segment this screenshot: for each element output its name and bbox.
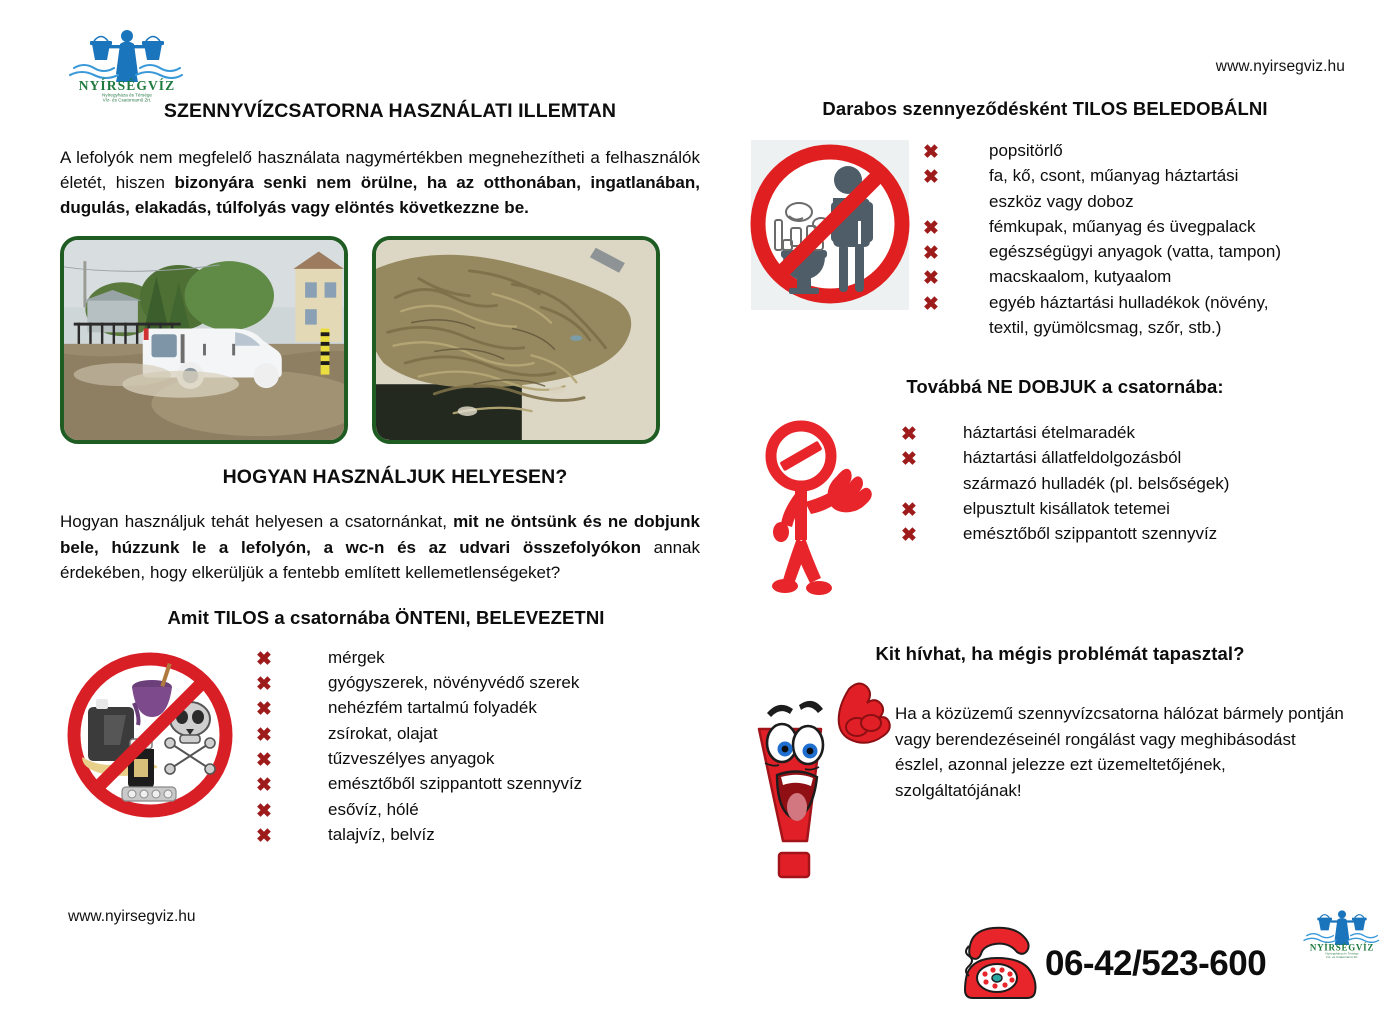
x-icon: ✖ (901, 449, 917, 471)
red-stop-figure (745, 418, 895, 603)
intro-text-bold: bizonyára senki nem örülne, ha az otthonában, ingatlanában, dugulás, elakadás, túlfolyás vagy elöntés következzne be. (60, 173, 700, 218)
x-icon: ✖ (256, 750, 272, 771)
left-main-title: SZENNYVÍZCSATORNA HASZNÁLATI ILLEMTAN (163, 100, 617, 122)
list-item (901, 422, 1229, 447)
further-prohibited-list (901, 416, 1229, 548)
forbidden-pour-title: Amit TILOS a csatornába ÖNTENI, BELEVEZETNI (167, 606, 605, 628)
footer-website-url[interactable]: www.nyirsegviz.hu (68, 908, 196, 925)
howto-text-part2: annak érdekében, hogy elkerüljük a fentebb említett kellemetlenségeket? (60, 537, 700, 582)
who-to-call-title: Kit hívhat, ha mégis problémát tapasztal? (875, 643, 1245, 665)
x-icon-placeholder (901, 473, 963, 498)
list-item (901, 498, 1229, 523)
chemical-prohibition-sign (60, 645, 240, 830)
howto-text-bold: mit ne öntsünk és ne dobjunk bele, húzzunk le a lefolyón, a wc-n és az udvari összefolyókon (60, 512, 700, 557)
logo-wordmark-bottom: NYÍRSÉGVÍZ (1309, 942, 1375, 953)
x-icon: ✖ (923, 217, 939, 239)
list-item (923, 140, 1281, 165)
howto-text-part1: Hogyan használjuk tehát helyesen a csatornánkat, (60, 512, 454, 532)
list-item-label: talajvíz, belvíz (328, 824, 435, 844)
exclamation-face-icon (745, 671, 895, 891)
intro-paragraph (60, 145, 700, 220)
list-item-continuation (923, 191, 1281, 216)
x-icon: ✖ (256, 775, 272, 797)
list-item-label: fémkupak, műanyag és üvegpalack (989, 216, 1256, 236)
wipe-blockage-image (376, 240, 656, 440)
red-rotary-phone-icon (955, 916, 1051, 1012)
x-icon: ✖ (256, 724, 272, 746)
logo-subtitle-2-bottom: Víz- és Csatornamű Zrt. (1325, 954, 1359, 959)
list-item-label: eszköz vagy doboz (989, 191, 1134, 211)
x-icon-placeholder (923, 317, 989, 342)
company-logo-bottom (1292, 905, 1392, 975)
x-icon: ✖ (901, 499, 917, 521)
further-prohibited-block (745, 416, 1345, 603)
no-dumping-toilet-sign (745, 136, 915, 319)
page-header (0, 0, 1400, 100)
howto-title: HOGYAN HASZNÁLJUK HELYESEN? (222, 466, 568, 489)
list-item (923, 292, 1281, 317)
stop-stickman-icon (745, 418, 895, 598)
exclamation-mascot (745, 671, 895, 896)
x-icon: ✖ (923, 268, 939, 290)
list-item-label: mérgek (328, 647, 385, 667)
x-icon: ✖ (901, 424, 917, 446)
list-item (256, 748, 582, 773)
howto-paragraph (60, 509, 700, 584)
list-item (923, 216, 1281, 241)
logo-subtitle-2: Víz- és Csatornamű Zrt. (102, 97, 152, 102)
x-icon: ✖ (923, 167, 939, 189)
throw-prohibited-block (745, 134, 1345, 342)
list-item-label: macskaalom, kutyaalom (989, 267, 1172, 287)
list-item-label: egészségügyi anyagok (vatta, tampon) (989, 242, 1282, 262)
intro-text-normal: A lefolyók nem megfelelő használata nagymértékben megnehezítheti a felhasználók életét, hiszen (60, 148, 700, 193)
photo-wipe-blockage (372, 236, 660, 444)
x-icon: ✖ (901, 525, 917, 547)
list-item-label: emésztőből szippantott szennyvíz (328, 774, 583, 794)
x-icon: ✖ (923, 243, 939, 265)
list-item (923, 165, 1281, 190)
nyirsegviz-logo-graphic-bottom (1292, 905, 1392, 958)
list-item-label: háztartási ételmaradék (963, 423, 1135, 443)
no-chemicals-icon (60, 645, 240, 825)
x-icon-placeholder (923, 191, 989, 216)
header-website-url[interactable]: www.nyirsegviz.hu (1215, 58, 1345, 75)
who-to-call-text: Ha a közüzemű szennyvízcsatorna hálózat bármely pontján vagy berendezéseinél rongálást vagy meghibásodást észlel, azonnal jelezze ezt üzemeltetőjének, szolgáltatójának! (895, 704, 1344, 800)
list-item (923, 241, 1281, 266)
throw-prohibited-list (923, 134, 1281, 342)
x-icon: ✖ (923, 142, 939, 163)
list-item (901, 523, 1229, 548)
flooded-street-image (64, 240, 344, 440)
list-item-label: zsírokat, olajat (328, 723, 438, 743)
x-icon: ✖ (256, 825, 272, 847)
phone-contact-row (745, 916, 1345, 1012)
list-item-continuation (923, 317, 1281, 342)
who-to-call-block (745, 675, 1345, 896)
list-item-label: esővíz, hólé (328, 799, 419, 819)
logo-wordmark: NYÍRSÉGVÍZ (78, 78, 176, 93)
photo-row (60, 236, 700, 444)
list-item-label: nehézfém tartalmú folyadék (328, 698, 537, 718)
list-item-label: származó hulladék (pl. belsőségek) (963, 473, 1230, 493)
list-item-label: tűzveszélyes anyagok (328, 749, 495, 768)
list-item-continuation (901, 473, 1229, 498)
list-item (256, 697, 582, 722)
list-item (923, 266, 1281, 291)
telephone-icon (955, 916, 1051, 1012)
list-item (256, 723, 582, 748)
company-logo-top (52, 22, 202, 102)
x-icon: ✖ (256, 800, 272, 822)
forbidden-pour-block (60, 643, 700, 849)
throw-prohibited-title: Darabos szennyeződésként TILOS BELEDOBÁLNI (822, 98, 1268, 119)
forbidden-pour-list (256, 643, 582, 849)
no-dumping-in-toilet-icon (745, 136, 915, 314)
logo-subtitle-1: Nyíregyháza és Térsége (102, 92, 152, 98)
list-item (256, 773, 582, 798)
list-item (901, 447, 1229, 472)
list-item-label: textil, gyümölcsmag, szőr, stb.) (989, 317, 1222, 337)
x-icon: ✖ (256, 674, 272, 696)
nyirsegviz-logo-graphic (52, 22, 202, 102)
list-item (256, 799, 582, 824)
list-item-label: popsitörlő (989, 141, 1063, 160)
list-item-label: gyógyszerek, növényvédő szerek (328, 673, 580, 693)
list-item (256, 824, 582, 849)
list-item-label: háztartási állatfeldolgozásból (963, 448, 1182, 468)
emergency-phone-number[interactable]: 06-42/523-600 (1045, 944, 1267, 984)
x-icon: ✖ (256, 648, 272, 670)
right-column (745, 98, 1345, 1012)
list-item-label: fa, kő, csont, műanyag háztartási (989, 166, 1239, 186)
logo-subtitle-1-bottom: Nyíregyháza és Térsége (1325, 951, 1359, 956)
list-item-label: emésztőből szippantott szennyvíz (963, 524, 1218, 544)
list-item (256, 647, 582, 672)
list-item-label: egyéb háztartási hulladékok (növény, (989, 292, 1269, 312)
x-icon: ✖ (923, 293, 939, 315)
list-item (256, 672, 582, 697)
x-icon: ✖ (256, 699, 272, 721)
list-item-label: elpusztult kisállatok tetemei (963, 498, 1170, 518)
photo-flooded-street (60, 236, 348, 444)
further-prohibited-title: Továbbá NE DOBJUK a csatornába: (906, 376, 1224, 398)
